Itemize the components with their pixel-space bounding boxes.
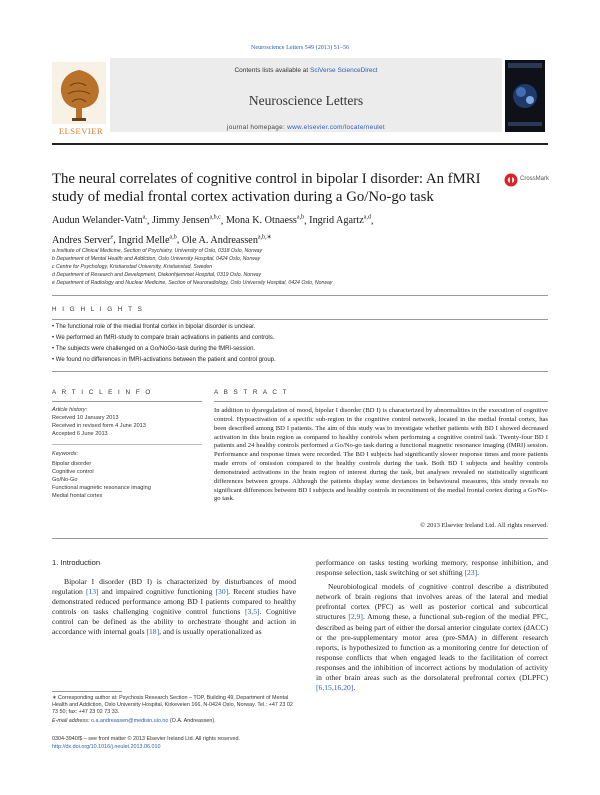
keyword: Go/No-Go (52, 477, 78, 483)
article-title: The neural correlates of cognitive control in bipolar I disorder: An fMRI study of medial frontal cortex activation during a Go/No-go task (52, 171, 481, 205)
sciencedirect-link[interactable]: SciVerse ScienceDirect (309, 67, 378, 74)
text-run: , and is usually operationalized as (159, 627, 262, 637)
email-link[interactable]: o.a.andreassen@medisin.uio.no (90, 718, 169, 724)
intro-paragraph-right (316, 558, 548, 693)
text-run: performance on tasks testing working memory, response inhibition, and response selection, task switching or set shifting (316, 558, 548, 578)
author[interactable] (309, 215, 371, 226)
affiliation: b Department of Mental Health and Addiction, Oslo University Hospital, 0424 Oslo, Norway (52, 256, 261, 262)
author-affil-marker: a,b (169, 234, 177, 241)
keyword: Bipolar disorder (52, 461, 92, 467)
homepage-prefix: journal homepage: (227, 124, 286, 131)
author-affil-marker: a, (142, 215, 147, 221)
citation-link[interactable]: [30] (215, 587, 229, 597)
abstract-text: In addition to dysregulation of mood, bipolar I disorder (BD I) is characterized by abnormalities in the execution of cognitive control. Hypoactivation of a specific sub-region in the cognitive control network, located in the medial frontal cortex, has been described among BD I patients. The aim of this study was to investigate whether patients with BD I showed decreased activation in this brain region as compared to healthy controls when performing a cognitive control task. Twenty-four BD I patients and 24 healthy controls performed a Go/No-go task during a functional magnetic resonance imaging (fMRI) session. Performance and response times were recorded. The BD I subjects had significantly slower response times and more patients made errors of omission compared to the healthy controls during the task. Both BD I subjects and healthy controls demonstrated activations in the brain region of interest during the task, but analyses revealed no statistically significant differences between groups. Although the patients display some deviances in behavioural measures, this study reveals no significant differences between BD I subjects and healthy controls in recruitment of the medial frontal cortex during a Go/No-go task. (214, 407, 548, 503)
affiliation: a Institute of Clinical Medicine, Section of Psychiatry, University of Oslo, 0318 Oslo, Norway (52, 248, 263, 254)
citation-link[interactable]: [18] (146, 627, 160, 637)
text-run: Bipolar I disorder (BD I) is characterized by disturbances of mood regulation (52, 577, 296, 597)
contents-line (110, 67, 502, 74)
author-affil-marker: a,b (296, 215, 305, 221)
crossmark-icon (504, 173, 518, 187)
citation-link[interactable]: [23] (464, 568, 478, 578)
affiliation: e Department of Radiology and Nuclear Medicine, Section of Neuroradiology, Oslo University Hospital, 0424 Oslo, Norway (52, 280, 333, 286)
email-suffix: (O.A. Andreassen). (169, 718, 216, 724)
citation-link[interactable]: [6,15,16,20] (316, 683, 354, 693)
email-label: E-mail address: (52, 718, 90, 724)
highlights-heading: H I G H L I G H T S (52, 306, 144, 313)
history-entry: Accepted 6 June 2013 (52, 431, 108, 437)
text-run: . Recent studies have demonstrated reduced performance among BD I patients compared to healthy controls on tasks challenging cognitive control functions (52, 587, 297, 617)
article-info-heading: A R T I C L E I N F O (52, 389, 153, 396)
abstract-heading: A B S T R A C T (214, 389, 289, 396)
author-affil-marker: a,b,c (209, 215, 221, 221)
author[interactable] (182, 235, 272, 246)
intro-paragraph-left (52, 577, 296, 638)
introduction-heading: 1. Introduction (52, 558, 101, 567)
text-run: Neurobiological models of cognitive control describe a distributed network of brain regions that involves areas of the lateral and medial prefrontal cortex (PFC) as well as posterior cortical and subcortical structures (316, 582, 548, 622)
section-divider (52, 319, 548, 320)
info-divider (52, 444, 202, 445)
author[interactable] (52, 215, 147, 226)
history-entry: Received in revised form 4 June 2013 (52, 423, 146, 429)
highlight-item: • The functional role of the medial frontal cortex in bipolar disorder is unclear. (52, 324, 256, 330)
citation-link[interactable]: [3,5] (244, 607, 260, 617)
corresponding-author-note: ∗ Corresponding author at: Psychosis Research Section – TOP, Building 49, Department of Mental Health and Addiction, Oslo University Hospital, Kirkeveien 166, N-0424 Oslo, Norway. Tel.: +47 23 02 73 50; fax: +47 23 02 73 33. (52, 695, 293, 716)
publisher-wordmark: ELSEVIER (58, 126, 104, 136)
masthead-band (110, 58, 502, 132)
homepage-link[interactable]: www.elsevier.com/locate/neulet (287, 124, 385, 131)
highlight-item: • We found no differences in fMRI-activations between the patient and control group. (52, 357, 276, 363)
author-list: Audun Welander-Vatn$^{a,}$, Jimmy Jensen$^{a,b,c}$, Mona K. Otnaess$^{a,b}$, Ingrid Agartz$^{a,d}$, Andres Server$^e$, Ingrid Melle$^{a,b}$, Ole A. Andreassen$^{a,b,∗}$ (52, 215, 374, 246)
text-run: . Among these, a functional sub-region of the medial PFC, described as being part of either the dorsal anterior cingulate cortex (dACC) or the pre-supplementary motor area (pre-SMA) in different research reports, is hypothesized to function as a monitoring centre for detection of response conflicts that when engaged leads to the facilitation of correct responses and the inhibition of incorrect actions by modulation of activity in other brain areas such as the dorsolateral prefrontal cortex (DLPFC) (316, 612, 548, 683)
paragraph (316, 582, 548, 693)
text-run: and impaired cognitive functioning (98, 587, 216, 597)
section-divider (52, 371, 548, 372)
text-run: . (477, 568, 480, 578)
journal-cover-thumbnail-icon (505, 60, 545, 132)
footnote-divider (52, 691, 122, 692)
journal-masthead (52, 58, 548, 142)
crossmark-badge[interactable] (504, 170, 548, 190)
keywords-label: Keywords: (52, 451, 79, 457)
author[interactable] (152, 215, 221, 226)
author[interactable] (226, 215, 304, 226)
author-name: Ingrid Melle (118, 234, 170, 246)
section-divider (214, 401, 548, 402)
author-name: Ingrid Agartz (309, 215, 364, 227)
highlight-item: • The subjects were challenged on a Go/NoGo-task during the fMRI-session. (52, 346, 256, 352)
affiliation: c Centre for Psychology, Kristianstad University, Kristianstad, Sweden (52, 264, 213, 270)
author-name: Mona K. Otnaess (225, 215, 297, 227)
citation-link[interactable]: [2,9] (348, 612, 363, 622)
author[interactable] (52, 235, 113, 246)
issn-line: 0304-3940/$ – see front matter © 2013 Elsevier Ireland Ltd. All rights reserved. (52, 736, 240, 742)
contents-prefix: Contents lists available at (234, 67, 309, 74)
highlight-item: • We performed an fMRI-study to compare brain activations in patients and controls. (52, 335, 275, 341)
elsevier-tree-logo-icon (52, 62, 106, 134)
masthead-rule (52, 143, 548, 145)
author-name: Jimmy Jensen (152, 215, 210, 227)
author[interactable] (118, 235, 176, 246)
author-affil-marker: a,b,∗ (257, 234, 272, 241)
section-divider (52, 401, 202, 402)
keyword: Medial frontal cortex (52, 493, 103, 499)
author-affil-marker: e (110, 234, 114, 241)
author-affil-marker: a,d (363, 215, 371, 221)
crossmark-label: CrossMark (520, 176, 550, 182)
author-name: Andres Server (52, 234, 111, 246)
running-head[interactable]: Neuroscience Letters 549 (2013) 51–56 (250, 44, 350, 51)
keyword: Cognitive control (52, 469, 94, 475)
citation-link[interactable]: [13] (85, 587, 99, 597)
journal-title: Neuroscience Letters (248, 93, 364, 108)
paragraph (316, 558, 548, 578)
keyword: Functional magnetic resonance imaging (52, 485, 151, 491)
email-note (52, 718, 296, 725)
text-run: . (353, 683, 356, 693)
history-entry: Received 10 January 2013 (52, 415, 119, 421)
text-run: . Cognitive control can be defined as the ability to orchestrate thought and action in accordance with internal goals (52, 607, 296, 637)
affiliation: d Department of Research and Development, Diakonhjemmet Hospital, 0319 Oslo, Norway (52, 272, 262, 278)
section-divider (52, 538, 548, 539)
doi-link[interactable]: http://dx.doi.org/10.1016/j.neulet.2013.06.010 (52, 744, 161, 750)
author-name: Audun Welander-Vatn (52, 215, 143, 227)
section-divider (52, 295, 548, 296)
author-name: Ole A. Andreassen (181, 234, 258, 246)
doi-line (52, 744, 548, 751)
journal-homepage (110, 124, 502, 131)
article-history-label: Article history: (52, 407, 88, 413)
copyright-notice: © 2013 Elsevier Ireland Ltd. All rights reserved. (420, 522, 548, 529)
